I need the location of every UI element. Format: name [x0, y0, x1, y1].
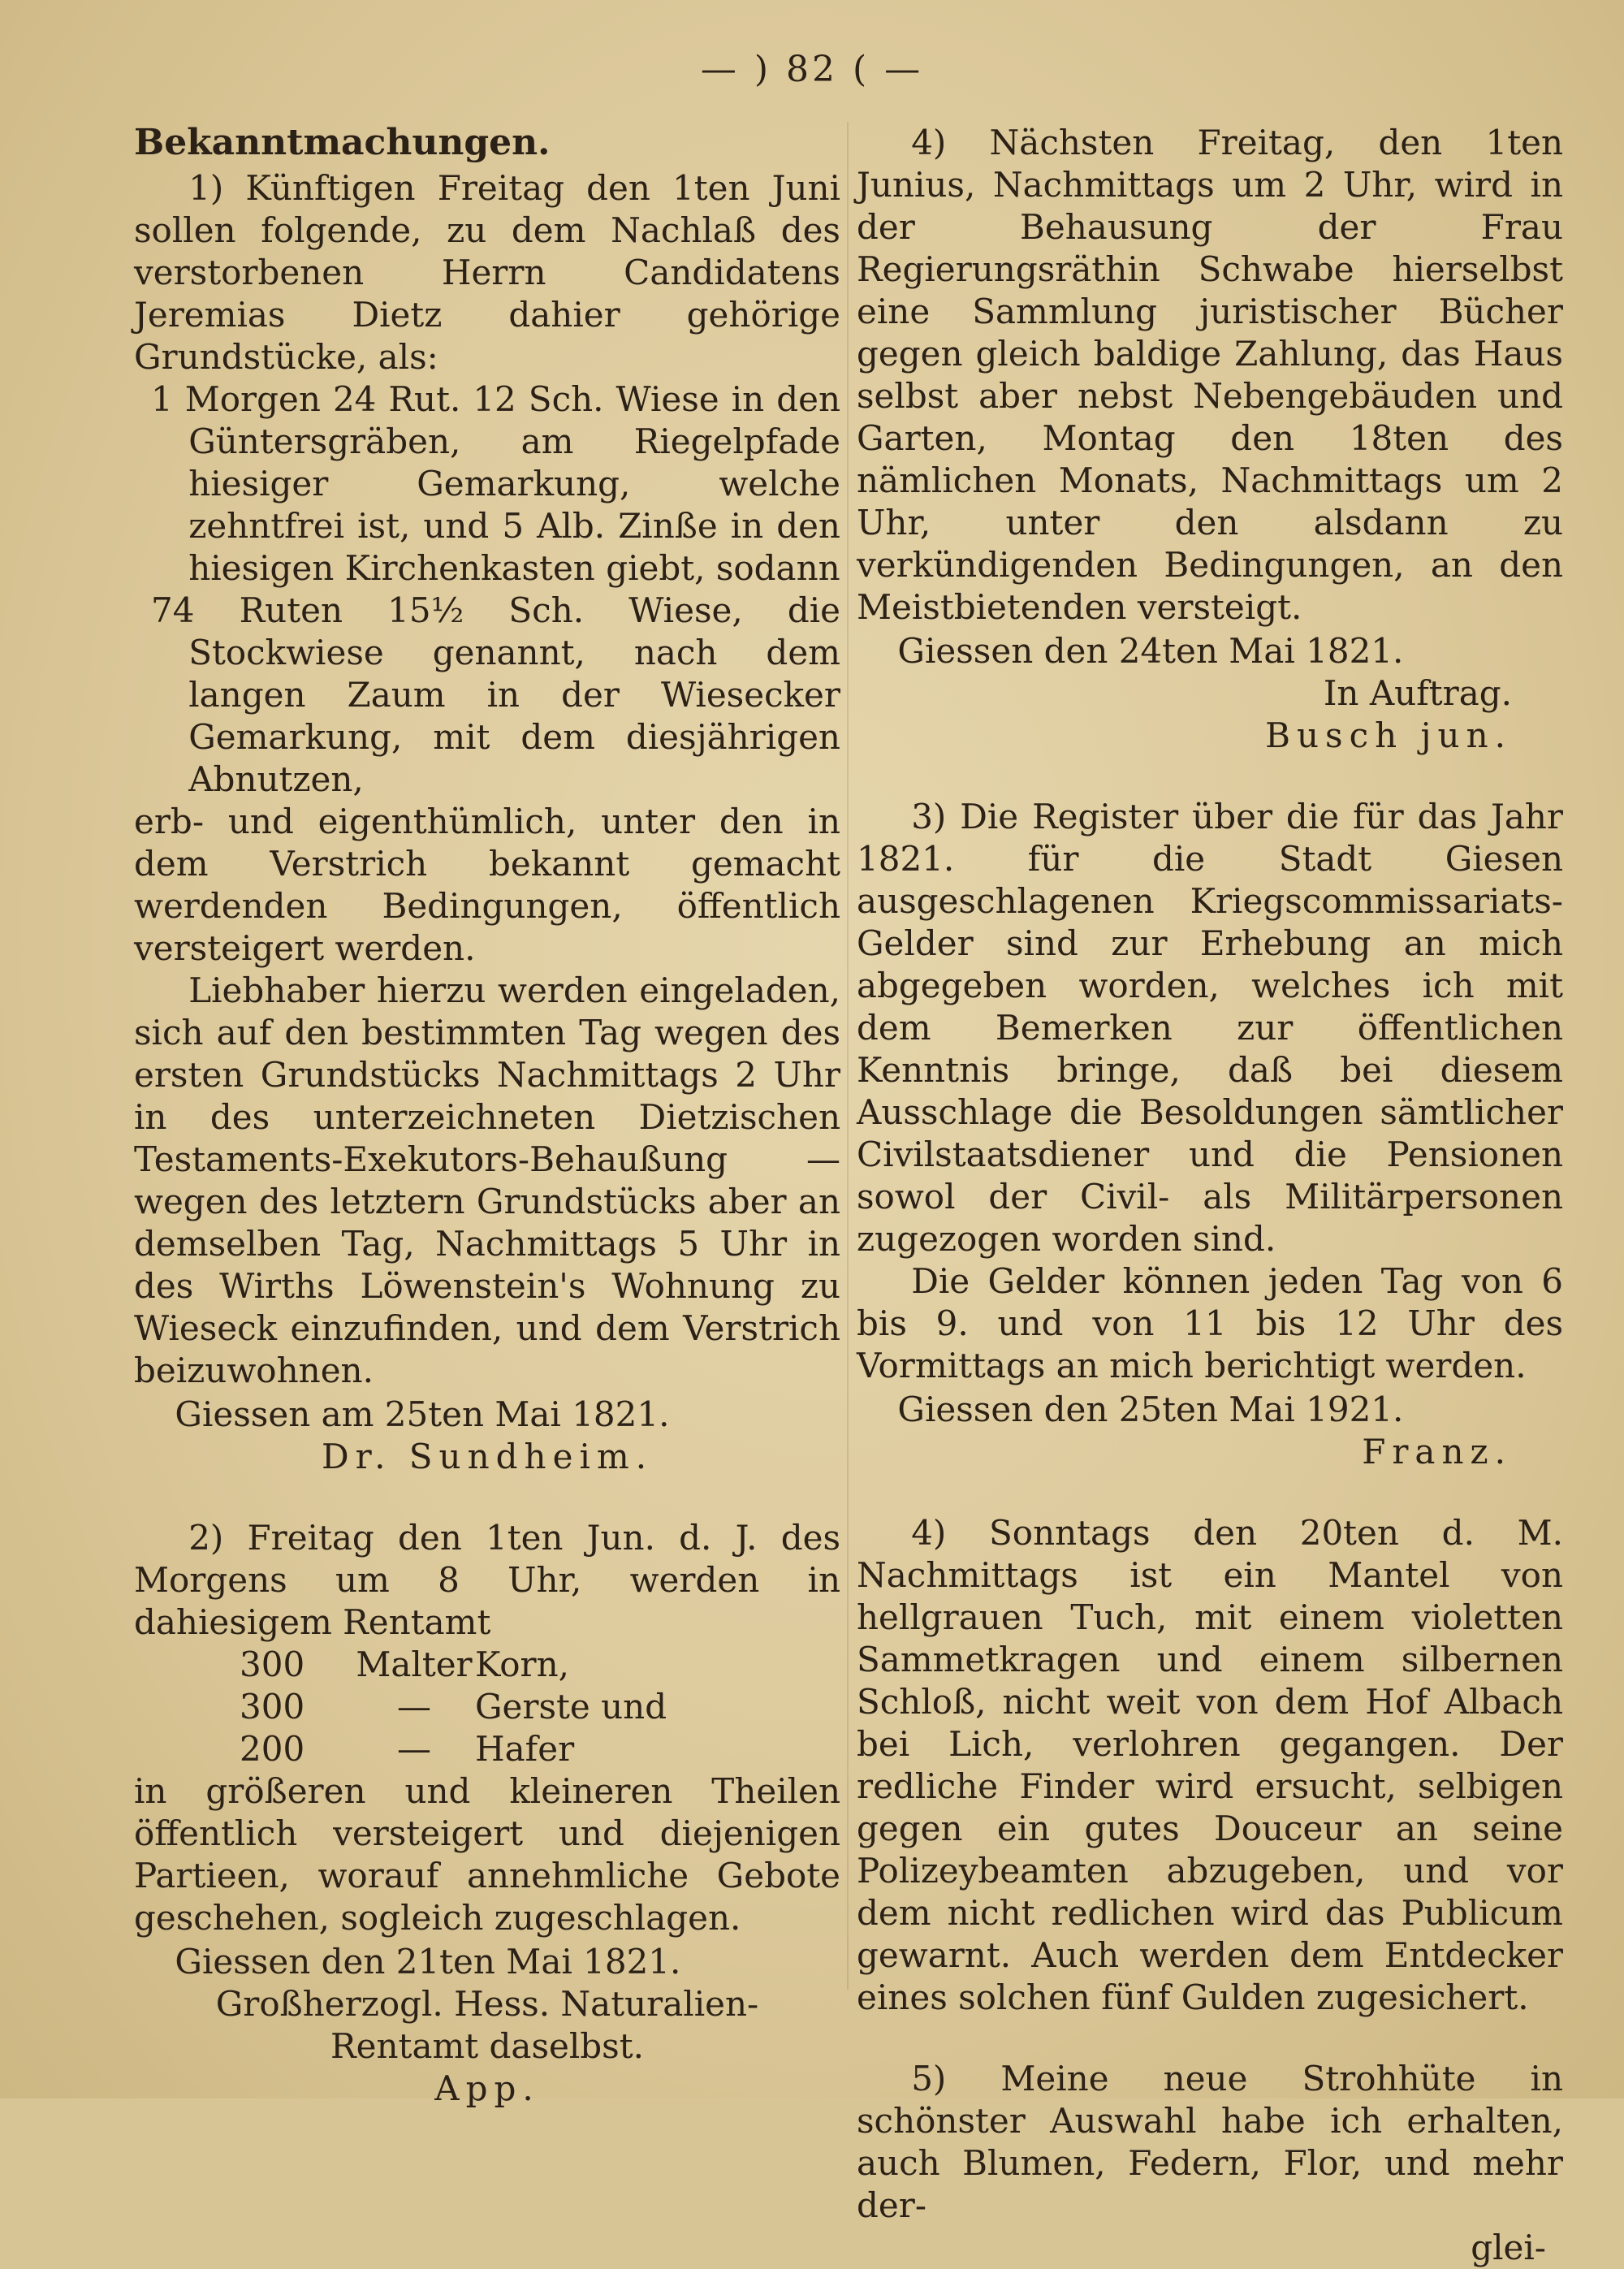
spacer [857, 757, 1563, 796]
grain-unit: — [397, 1687, 431, 1727]
spacer [134, 1478, 840, 1517]
notice-3-signature: Franz. [1362, 1432, 1512, 1472]
grain-row [134, 1686, 840, 1728]
notice-1-intro: 1) Künftigen Freitag den 1ten Juni sollen folgende, zu dem Nachlaß des verstorbenen Herrn Candidatens Jeremias Dietz dahier gehörige Grundstücke, als: [134, 168, 840, 377]
page-number: — ) 82 ( — [700, 49, 924, 90]
spacer [857, 2019, 1563, 2058]
right-column [857, 122, 1563, 2269]
notice-1-signature: Dr. Sundheim. [321, 1437, 654, 1476]
grain-name: Korn, [475, 1644, 570, 1684]
notice-2-body: in größeren und kleineren Theilen öffentlich versteigert und diejenigen Partieen, worauf annehmliche Gebote geschehen, sogleich zugeschlagen. [134, 1771, 840, 1938]
grain-qty: 300 [240, 1687, 305, 1727]
grain-row [134, 1728, 840, 1770]
grain-qty: 300 [240, 1644, 305, 1684]
notice-2-signature-3: App. [434, 2068, 540, 2108]
notice-2 [134, 1517, 840, 2110]
notice-4b [857, 1512, 1563, 2019]
notice-4a-signature-1: In Auftrag. [1323, 673, 1512, 713]
notice-3-body-2: Die Gelder können jeden Tag von 6 bis 9. und von 11 bis 12 Uhr des Vormittags an mich berichtigt werden. [857, 1261, 1563, 1385]
catchword: glei- [1471, 2228, 1546, 2267]
spacer [857, 1473, 1563, 1512]
notice-2-place-date: Giessen den 21ten Mai 1821. [175, 1942, 681, 1982]
left-column [134, 122, 840, 2110]
notice-4a-body: 4) Nächsten Freitag, den 1ten Junius, Nachmittags um 2 Uhr, wird in der Behausung der Frau Regierungsräthin Schwabe hierselbst eine Sammlung juristischer Bücher gegen gleich baldige Zahlung, das Haus selbst aber nebst Nebengebäuden und Garten, Montag den 18ten des nämlichen Monats, Nachmittags um 2 Uhr, unter den alsdann zu verkündigenden Bedingungen, an den Meistbietenden versteigt. [857, 123, 1563, 627]
section-title: Bekanntmachungen. [134, 122, 551, 163]
notice-4a [857, 122, 1563, 757]
notice-1-body-1: erb- und eigenthümlich, unter den in dem Verstrich bekannt gemacht werdenden Bedingungen, öffentlich versteigert werden. [134, 802, 840, 968]
notice-5 [857, 2058, 1563, 2269]
notice-1-item-1: 1 Morgen 24 Rut. 12 Sch. Wiese in den Güntersgräben, am Riegelpfade hiesiger Gemarkung, welche zehntfrei ist, und 5 Alb. Zinße in den hiesigen Kirchenkasten giebt, sodann [151, 379, 840, 588]
notice-1 [134, 167, 840, 1478]
notice-2-signature-2: Rentamt daselbst. [330, 2026, 644, 2066]
notice-4b-body: 4) Sonntags den 20ten d. M. Nachmittags ist ein Mantel von hellgrauen Tuch, mit einem violetten Sammetkragen und einem silbernen Schloß, nicht weit von dem Hof Albach bei Lich, verlohren gegangen. Der redliche Finder wird ersucht, selbigen gegen ein gutes Douceur an seine Polizeybeamten abzugeben, und vor dem nicht redlichen wird das Publicum gewarnt. Auch werden dem Entdecker eines solchen fünf Gulden zugesichert. [857, 1513, 1563, 2017]
grain-name: Gerste und [475, 1687, 667, 1727]
notice-3 [857, 796, 1563, 1473]
column-divider [847, 122, 849, 1990]
notice-5-body: 5) Meine neue Strohhüte in schönster Auswahl habe ich erhalten, auch Blumen, Federn, Flor, und mehr der- [857, 2059, 1563, 2225]
notice-3-place-date: Giessen den 25ten Mai 1921. [897, 1389, 1404, 1429]
notice-3-body-1: 3) Die Register über die für das Jahr 1821. für die Stadt Giesen ausgeschlagenen Kriegscommissariats-Gelder sind zur Erhebung an mich abgegeben worden, welches ich mit dem Bemerken zur öffentlichen Kenntnis bringe, daß bei diesem Ausschlage die Besoldungen sämtlicher Civilstaatsdiener und die Pensionen sowol der Civil- als Militärpersonen zugezogen worden sind. [857, 797, 1563, 1259]
notice-4a-signature-2: Busch jun. [1265, 715, 1512, 755]
notice-1-place-date: Giessen am 25ten Mai 1821. [175, 1394, 670, 1434]
notice-2-intro: 2) Freitag den 1ten Jun. d. J. des Morgens um 8 Uhr, werden in dahiesigem Rentamt [134, 1518, 840, 1642]
grain-unit: — [397, 1729, 431, 1769]
grain-unit: Malter [356, 1644, 473, 1684]
grain-name: Hafer [475, 1729, 575, 1769]
notice-4a-place-date: Giessen den 24ten Mai 1821. [897, 631, 1404, 671]
notice-1-body-2: Liebhaber hierzu werden eingeladen, sich auf den bestimmten Tag wegen des ersten Grundstücks Nachmittags 2 Uhr in des unterzeichneten Dietzischen Testaments-Exekutors-Behaußung — wegen des letztern Grundstücks aber an demselben Tag, Nachmittags 5 Uhr in des Wirths Löwenstein's Wohnung zu Wieseck einzufinden, und dem Verstrich beizuwohnen. [134, 970, 840, 1390]
grain-row [134, 1644, 840, 1686]
grain-qty: 200 [240, 1729, 305, 1769]
notice-1-item-2: 74 Ruten 15½ Sch. Wiese, die Stockwiese genannt, nach dem langen Zaum in der Wiesecker Gemarkung, mit dem diesjährigen Abnutzen, [151, 590, 840, 799]
notice-2-signature-1: Großherzogl. Hess. Naturalien- [215, 1984, 759, 2024]
